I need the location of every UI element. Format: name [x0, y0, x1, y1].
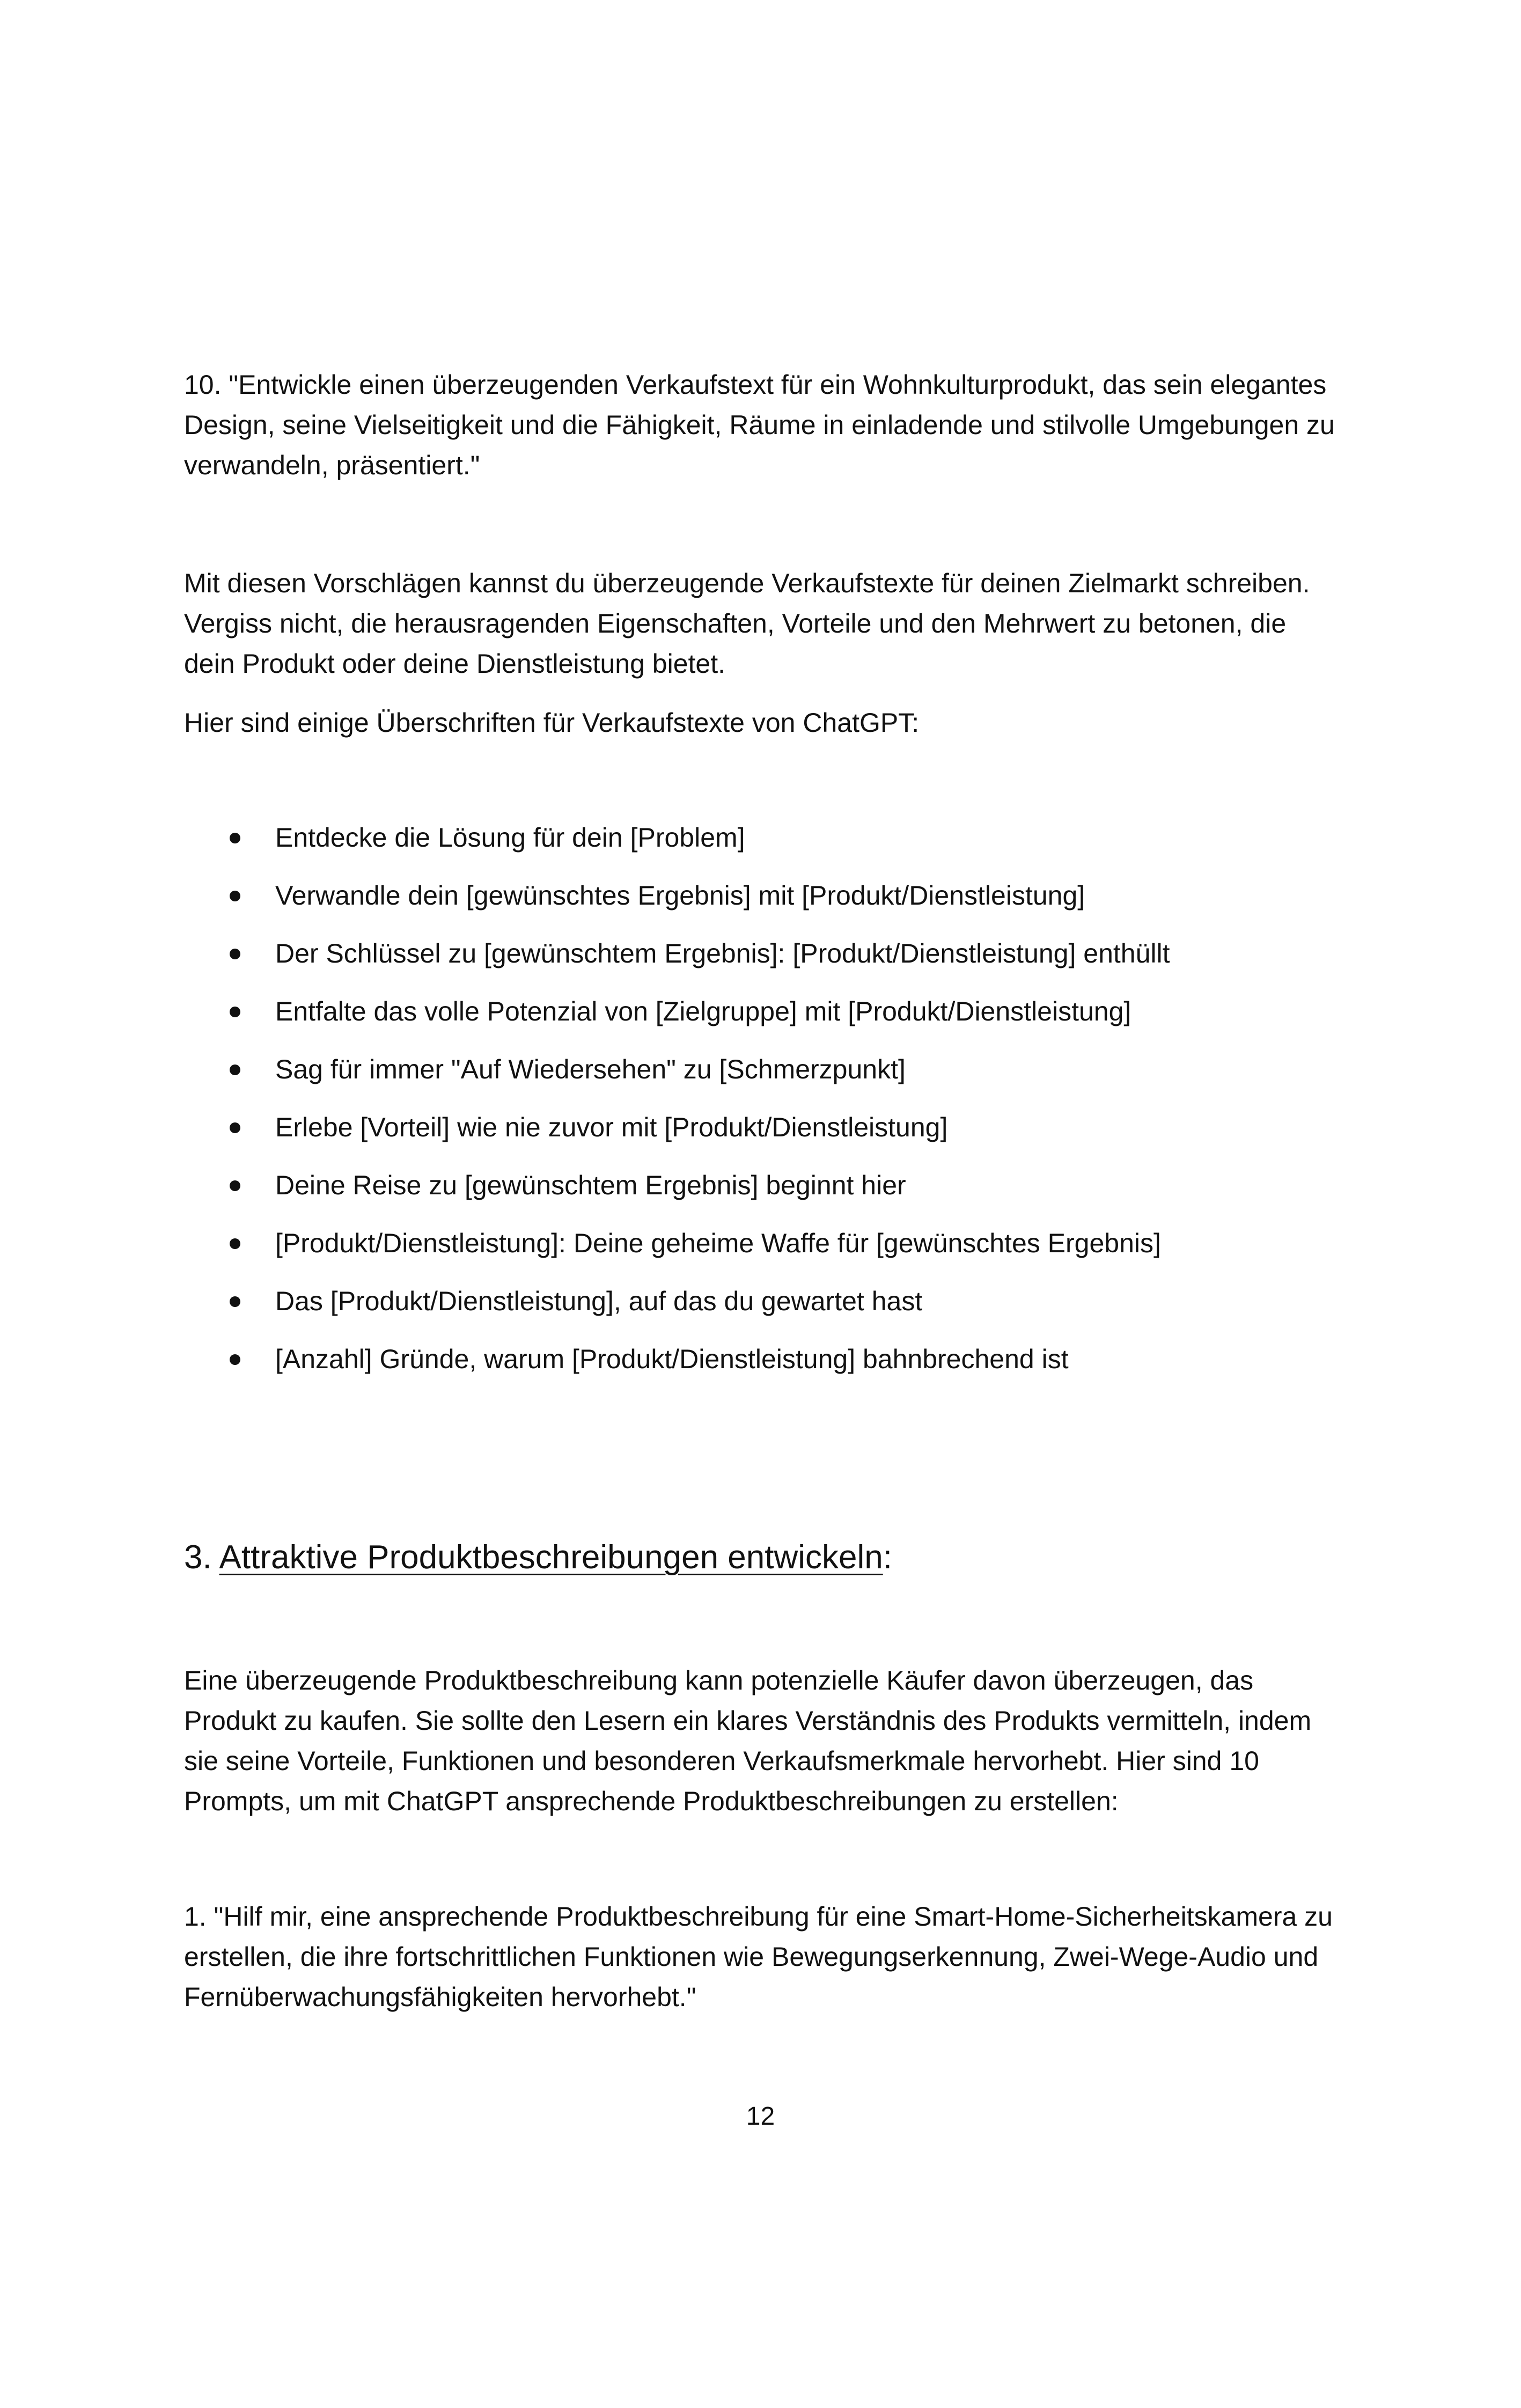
list-item [184, 876, 1338, 934]
bullet-icon [230, 949, 240, 959]
list-item [184, 1049, 1338, 1107]
bullet-icon [230, 1180, 240, 1191]
list-item-text: Verwandle dein [gewünschtes Ergebnis] mit [Produkt/Dienstleistung] [275, 880, 1085, 911]
section-title: Attraktive Produktbeschreibungen entwickeln [219, 1539, 883, 1576]
list-item [184, 1165, 1338, 1223]
section-title-colon: : [883, 1539, 892, 1576]
list-item-text: [Produkt/Dienstleistung]: Deine geheime Waffe für [gewünschtes Ergebnis] [275, 1228, 1161, 1258]
list-item [184, 818, 1338, 876]
list-item-text: Erlebe [Vorteil] wie nie zuvor mit [Produkt/Dienstleistung] [275, 1112, 948, 1142]
bullet-icon [230, 1354, 240, 1365]
page-number: 12 [746, 2102, 775, 2131]
list-item-text: Sag für immer "Auf Wiedersehen" zu [Schmerzpunkt] [275, 1054, 906, 1084]
bullet-icon [230, 1296, 240, 1307]
list-item-text: Entdecke die Lösung für dein [Problem] [275, 823, 745, 853]
bullet-icon [230, 1064, 240, 1075]
list-item-text: Deine Reise zu [gewünschtem Ergebnis] beginnt hier [275, 1170, 906, 1200]
section-heading [184, 1533, 892, 1582]
list-item [184, 1223, 1338, 1281]
prompt-10-paragraph: 10. "Entwickle einen überzeugenden Verkaufstext für ein Wohnkulturprodukt, das sein elegantes Design, seine Vielseitigkeit und die Fähigkeit, Räume in einladende und stilvolle Umgebungen zu verwandeln, präsentiert." [184, 370, 1335, 480]
bullet-icon [230, 1122, 240, 1133]
list-item-text: Entfalte das volle Potenzial von [Zielgruppe] mit [Produkt/Dienstleistung] [275, 996, 1131, 1026]
prompt-1-paragraph: 1. "Hilf mir, eine ansprechende Produktbeschreibung für eine Smart-Home-Sicherheitskamera zu erstellen, die ihre fortschrittlichen Funktionen wie Bewegungserkennung, Zwei-Wege-Audio und Fernüberwachungsfähigkeiten hervorhebt." [184, 1902, 1333, 2012]
bullet-icon [230, 1007, 240, 1017]
list-item [184, 1281, 1338, 1339]
list-item-text: Der Schlüssel zu [gewünschtem Ergebnis]: [Produkt/Dienstleistung] enthüllt [275, 938, 1170, 968]
section-paragraph: Eine überzeugende Produktbeschreibung kann potenzielle Käufer davon überzeugen, das Produkt zu kaufen. Sie sollte den Lesern ein klares Verständnis des Produkts vermitteln, indem sie seine Vorteile, Funktionen und besonderen Verkaufsmerkmale hervorhebt. Hier sind 10 Prompts, um mit ChatGPT ansprechende Produktbeschreibungen zu erstellen: [184, 1665, 1312, 1816]
headlines-intro-text: Hier sind einige Überschriften für Verkaufstexte von ChatGPT: [184, 708, 920, 738]
list-item [184, 1107, 1338, 1165]
list-item-text: [Anzahl] Gründe, warum [Produkt/Dienstleistung] bahnbrechend ist [275, 1344, 1069, 1374]
bullet-icon [230, 891, 240, 901]
section-number: 3. [184, 1539, 219, 1576]
list-item-text: Das [Produkt/Dienstleistung], auf das du gewartet hast [275, 1286, 923, 1316]
list-item [184, 934, 1338, 992]
bullet-icon [230, 833, 240, 843]
list-item [184, 992, 1338, 1049]
bullet-icon [230, 1238, 240, 1249]
intro-paragraph: Mit diesen Vorschlägen kannst du überzeugende Verkaufstexte für deinen Zielmarkt schreiben. Vergiss nicht, die herausragenden Eigenschaften, Vorteile und den Mehrwert zu betonen, die dein Produkt oder deine Dienstleistung bietet. [184, 568, 1310, 679]
headline-bullet-list [184, 818, 1338, 1397]
list-item [184, 1339, 1338, 1397]
